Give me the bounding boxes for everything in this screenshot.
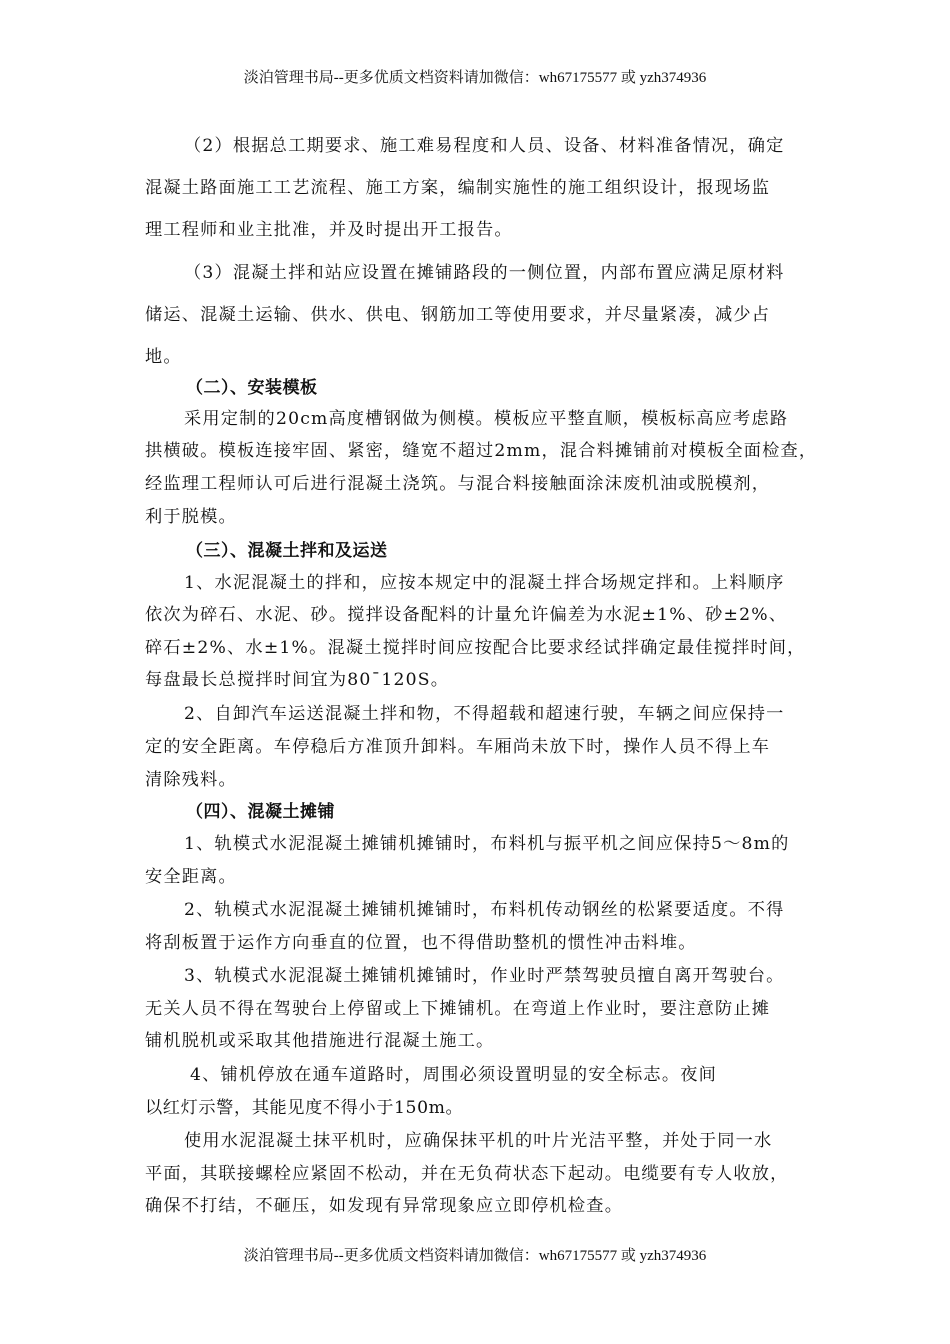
paragraph-line: 平面，其联接螺栓应紧固不松动，并在无负荷状态下起动。电缆要有专人收放， [145, 1164, 789, 1184]
paragraph-line: 确保不打结，不砸压，如发现有异常现象应立即停机检查。 [145, 1196, 624, 1216]
page-header: 淡泊管理书局--更多优质文档资料请加微信：wh67175577 或 yzh374936 [243, 70, 707, 86]
section-heading: （三）、混凝土拌和及运送 [186, 541, 388, 561]
paragraph-line: 混凝土路面施工工艺流程、施工方案，编制实施性的施工组织设计，报现场监 [145, 178, 771, 198]
paragraph-line: 使用水泥混凝土抹平机时，应确保抹平机的叶片光洁平整，并处于同一水 [184, 1131, 773, 1151]
paragraph-line: 地。 [145, 347, 182, 367]
paragraph-line: 拱横破。模板连接牢固、紧密，缝宽不超过2mm，混合料摊铺前对模板全面检查， [145, 441, 818, 461]
paragraph-line: （3）混凝土拌和站应设置在摊铺路段的一侧位置，内部布置应满足原材料 [184, 263, 785, 283]
paragraph-line: 定的安全距离。车停稳后方准顶升卸料。车厢尚未放下时，操作人员不得上车 [145, 737, 771, 757]
paragraph-line: 以红灯示警，其能见度不得小于150m。 [145, 1098, 464, 1118]
paragraph-line: 将刮板置于运作方向垂直的位置，也不得借助整机的惯性冲击料堆。 [145, 933, 697, 953]
paragraph-line: 依次为碎石、水泥、砂。搅拌设备配料的计量允许偏差为水泥±1%、砂±2%、 [145, 605, 788, 625]
paragraph-line: （2）根据总工期要求、施工难易程度和人员、设备、材料准备情况，确定 [184, 136, 785, 156]
paragraph-line: 铺机脱机或采取其他措施进行混凝土施工。 [145, 1031, 495, 1051]
section-heading: （四）、混凝土摊铺 [186, 802, 335, 822]
paragraph-line: 碎石±2%、水±1%。混凝土搅拌时间应按配合比要求经试拌确定最佳搅拌时间， [145, 638, 806, 658]
paragraph-line: 1、水泥混凝土的拌和，应按本规定中的混凝土拌合场规定拌和。上料顺序 [184, 573, 785, 593]
paragraph-line: 每盘最长总搅拌时间宜为80¯120S。 [145, 670, 450, 690]
paragraph-line: 2、自卸汽车运送混凝土拌和物，不得超载和超速行驶，车辆之间应保持一 [184, 704, 785, 724]
section-heading: （二）、安装模板 [186, 378, 318, 398]
paragraph-line: 理工程师和业主批准，并及时提出开工报告。 [145, 220, 513, 240]
paragraph-line: 储运、混凝土运输、供水、供电、钢筋加工等使用要求，并尽量紧凑，减少占 [145, 305, 771, 325]
paragraph-line: 1、轨模式水泥混凝土摊铺机摊铺时，布料机与振平机之间应保持5～8m的 [184, 834, 790, 854]
paragraph-line: 4、铺机停放在通车道路时，周围必须设置明显的安全标志。夜间 [190, 1065, 717, 1085]
paragraph-line: 3、轨模式水泥混凝土摊铺机摊铺时，作业时严禁驾驶员擅自离开驾驶台。 [184, 966, 785, 986]
page-footer: 淡泊管理书局--更多优质文档资料请加微信：wh67175577 或 yzh374936 [243, 1248, 707, 1264]
paragraph-line: 经监理工程师认可后进行混凝土浇筑。与混合料接触面涂沫废机油或脱模剂， [145, 474, 771, 494]
paragraph-line: 安全距离。 [145, 867, 237, 887]
paragraph-line: 清除残料。 [145, 770, 237, 790]
paragraph-line: 无关人员不得在驾驶台上停留或上下摊铺机。在弯道上作业时，要注意防止摊 [145, 999, 771, 1019]
paragraph-line: 采用定制的20cm高度槽钢做为侧模。模板应平整直顺，模板标高应考虑路 [184, 409, 789, 429]
paragraph-line: 利于脱模。 [145, 507, 237, 527]
paragraph-line: 2、轨模式水泥混凝土摊铺机摊铺时，布料机传动钢丝的松紧要适度。不得 [184, 900, 785, 920]
